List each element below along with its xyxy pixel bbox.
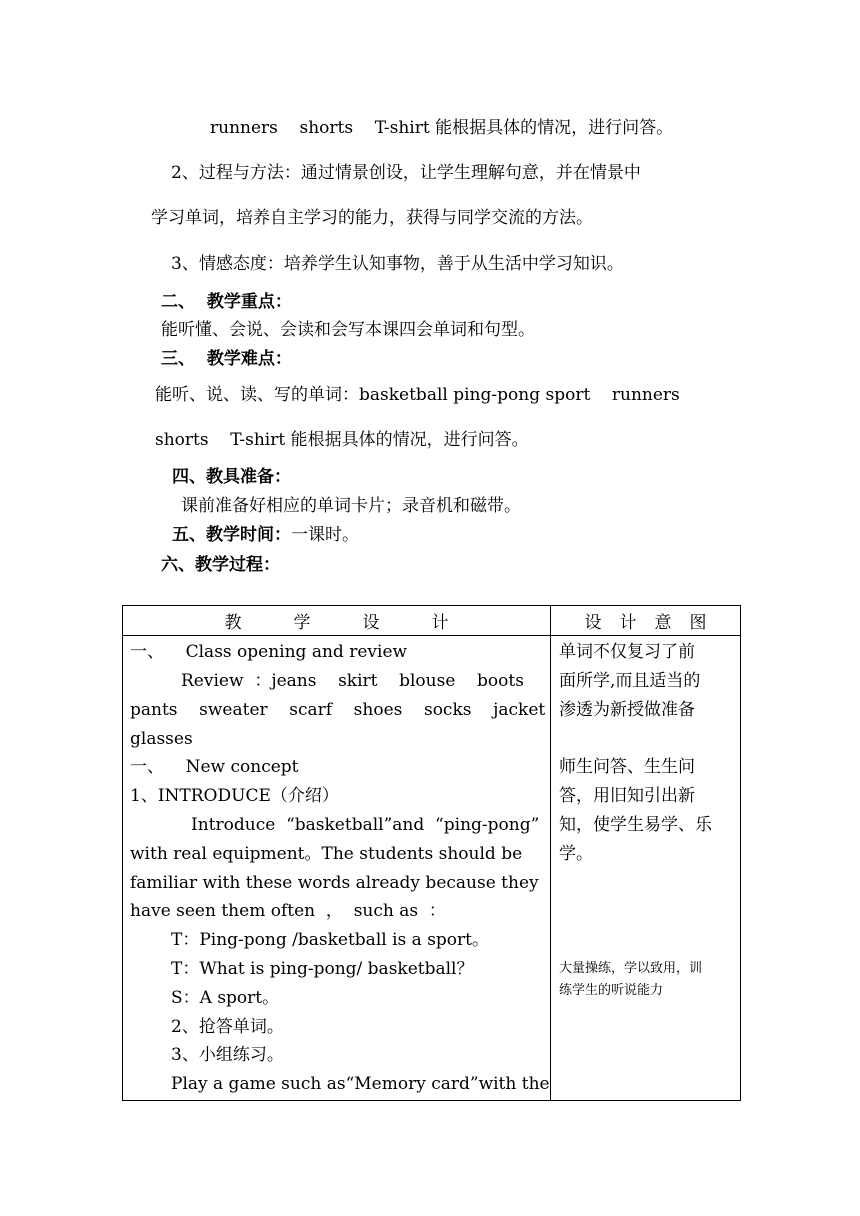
section-materials-title: 四、教具准备： [172, 467, 291, 487]
intent-line-2: 面所学,而且适当的 [559, 671, 701, 691]
section-difficulties-line-1: 能听、说、读、写的单词：basketball ping-pong sport runners [155, 385, 680, 405]
section-time [172, 524, 359, 546]
objective-emotion: 3、情感态度：培养学生认知事物，善于从生活中学习知识。 [171, 254, 624, 274]
design-line-5: 一、 New concept [130, 757, 299, 777]
intent-line-8: 大量操练，学以致用，训 [559, 961, 703, 976]
teaching-process-table [122, 605, 741, 1101]
intent-line-1: 单词不仅复习了前 [559, 642, 695, 662]
design-line-16: Play a game such as“Memory card”with the [171, 1074, 550, 1094]
design-intent-cell [551, 636, 741, 1101]
design-line-14: 2、抢答单词。 [171, 1017, 284, 1037]
teaching-design-cell [123, 636, 551, 1101]
header-left-char-4: 计 [431, 613, 449, 633]
section-key-points-text: 能听懂、会说、会读和会写本课四会单词和句型。 [161, 320, 535, 340]
objective-process-method-cont: 学习单词，培养自主学习的能力，获得与同学交流的方法。 [151, 208, 593, 228]
header-design-intent [551, 606, 741, 636]
design-line-1: 一、 Class opening and review [130, 642, 408, 662]
design-line-12: T：What is ping-pong/ basketball？ [171, 959, 474, 979]
design-line-4: glasses [130, 729, 193, 749]
header-left-char-2: 学 [293, 613, 311, 633]
intent-line-7: 学。 [559, 844, 593, 864]
design-line-8: with real equipment。The students should be [130, 844, 523, 864]
intent-line-6: 知，使学生易学、乐 [559, 815, 712, 835]
header-right-char-2: 计 [619, 613, 637, 633]
intent-line-5: 答，用旧知引出新 [559, 786, 695, 806]
header-left-char-1: 教 [224, 613, 242, 633]
header-teaching-design [123, 606, 551, 636]
design-line-13: S：A sport。 [171, 988, 280, 1008]
design-line-7: Introduce “basketball”and “ping-pong” [191, 815, 540, 835]
design-line-9: familiar with these words already because they [130, 873, 539, 893]
header-right-char-3: 意 [654, 613, 672, 633]
design-line-11: T：Ping-pong /basketball is a sport。 [171, 930, 490, 950]
intent-line-9: 练学生的听说能力 [559, 983, 664, 998]
header-right-char-4: 图 [689, 613, 707, 633]
section-difficulties-title: 三、 教学难点： [161, 349, 292, 369]
section-key-points-title: 二、 教学重点： [161, 292, 292, 312]
design-line-6: 1、INTRODUCE（介绍） [130, 786, 339, 806]
design-line-3: pants sweater scarf shoes socks jacket [130, 700, 546, 720]
header-right-char-1: 设 [584, 613, 602, 633]
section-process-title: 六、教学过程： [161, 555, 280, 575]
intent-line-3: 渗透为新授做准备 [559, 700, 695, 720]
section-time-title: 五、教学时间： [172, 525, 291, 545]
intent-line-4: 师生问答、生生问 [559, 757, 695, 777]
objective-line-1-end: runners shorts T-shirt 能根据具体的情况，进行问答。 [210, 118, 674, 138]
section-time-text: 一课时。 [291, 525, 359, 545]
design-line-15: 3、小组练习。 [171, 1045, 284, 1065]
header-left-char-3: 设 [362, 613, 380, 633]
section-difficulties-line-2: shorts T-shirt 能根据具体的情况，进行问答。 [155, 430, 529, 450]
design-line-10: have seen them often ， such as ： [130, 901, 446, 921]
section-materials-text: 课前准备好相应的单词卡片；录音机和磁带。 [181, 496, 521, 516]
objective-process-method: 2、过程与方法：通过情景创设，让学生理解句意，并在情景中 [171, 163, 641, 183]
design-line-2: Review ：jeans skirt blouse boots [181, 671, 524, 691]
